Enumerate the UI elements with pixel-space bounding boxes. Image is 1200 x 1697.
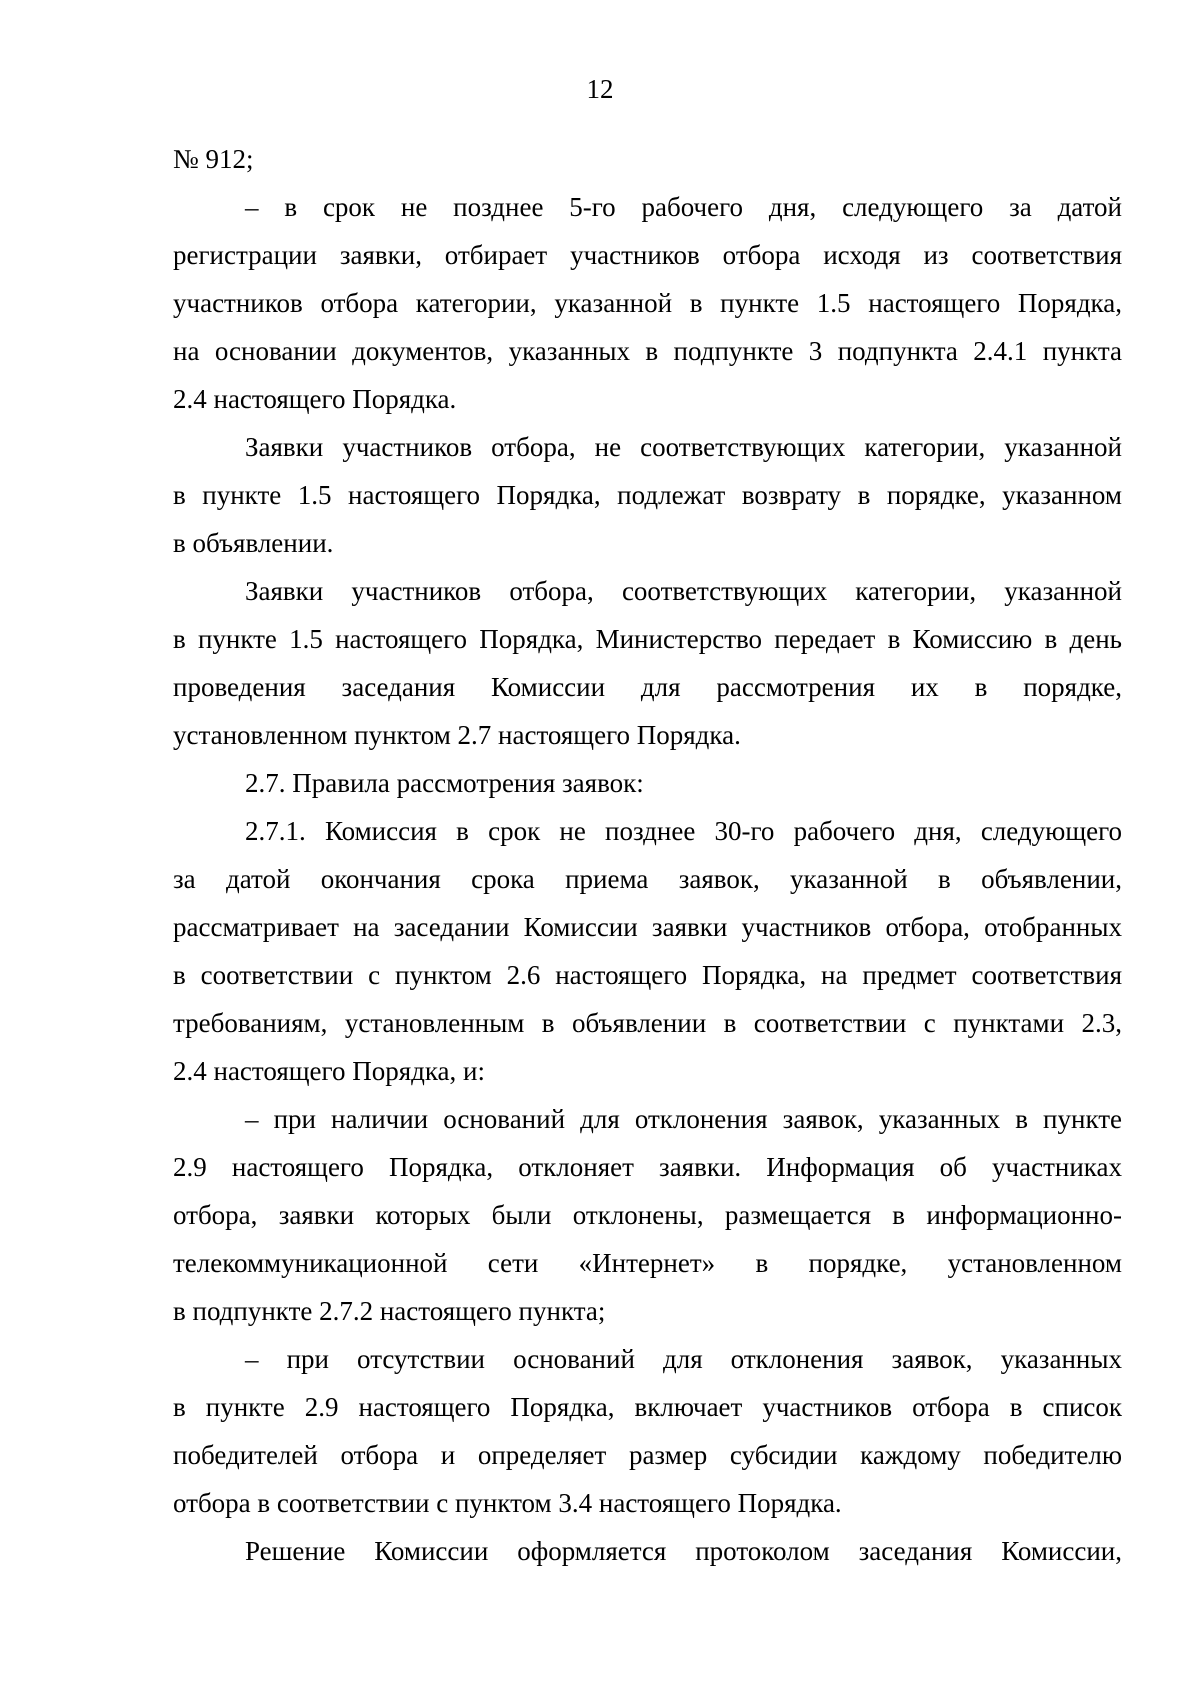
text-line: № 912; xyxy=(173,144,254,174)
text-line: в подпункте 2.7.2 настоящего пункта; xyxy=(173,1296,606,1326)
text-line: проведения заседания Комиссии для рассмотрения их в порядке, xyxy=(173,672,1122,702)
text-line: Заявки участников отбора, соответствующих категории, указанной xyxy=(245,576,1122,606)
text-line: в объявлении. xyxy=(173,528,334,558)
text-line: за датой окончания срока приема заявок, указанной в объявлении, xyxy=(173,864,1122,894)
text-line: отбора в соответствии с пунктом 3.4 настоящего Порядка. xyxy=(173,1488,842,1518)
text-line: – при отсутствии оснований для отклонения заявок, указанных xyxy=(245,1344,1122,1374)
text-line: в пункте 1.5 настоящего Порядка, Министерство передает в Комиссию в день xyxy=(173,624,1122,654)
text-line: 2.7. Правила рассмотрения заявок: xyxy=(245,768,644,798)
text-line: 2.4 настоящего Порядка. xyxy=(173,384,457,414)
text-line: рассматривает на заседании Комиссии заявки участников отбора, отобранных xyxy=(173,912,1122,942)
text-line: в соответствии с пунктом 2.6 настоящего Порядка, на предмет соответствия xyxy=(173,960,1122,990)
text-line: участников отбора категории, указанной в пункте 1.5 настоящего Порядка, xyxy=(173,288,1122,318)
text-line: требованиям, установленным в объявлении в соответствии с пунктами 2.3, xyxy=(173,1008,1122,1038)
text-line: – при наличии оснований для отклонения заявок, указанных в пункте xyxy=(245,1104,1122,1134)
text-line: на основании документов, указанных в подпункте 3 подпункта 2.4.1 пункта xyxy=(173,336,1122,366)
text-line: регистрации заявки, отбирает участников отбора исходя из соответствия xyxy=(173,240,1122,270)
text-line: Заявки участников отбора, не соответствующих категории, указанной xyxy=(245,432,1122,462)
text-line: 2.7.1. Комиссия в срок не позднее 30-го рабочего дня, следующего xyxy=(245,816,1122,846)
text-line: 2.9 настоящего Порядка, отклоняет заявки. Информация об участниках xyxy=(173,1152,1122,1182)
document-body xyxy=(173,135,1122,1575)
text-line: Решение Комиссии оформляется протоколом заседания Комиссии, xyxy=(245,1536,1122,1566)
text-line: установленном пунктом 2.7 настоящего Порядка. xyxy=(173,720,741,750)
text-line: отбора, заявки которых были отклонены, размещается в информационно- xyxy=(173,1200,1122,1230)
page-number: 12 xyxy=(586,74,614,104)
text-line: – в срок не позднее 5-го рабочего дня, следующего за датой xyxy=(245,192,1122,222)
text-line: в пункте 2.9 настоящего Порядка, включает участников отбора в список xyxy=(173,1392,1122,1422)
text-line: 2.4 настоящего Порядка, и: xyxy=(173,1056,485,1086)
text-line: победителей отбора и определяет размер субсидии каждому победителю xyxy=(173,1440,1122,1470)
text-line: телекоммуникационной сети «Интернет» в порядке, установленном xyxy=(173,1248,1122,1278)
text-line: в пункте 1.5 настоящего Порядка, подлежат возврату в порядке, указанном xyxy=(173,480,1122,510)
